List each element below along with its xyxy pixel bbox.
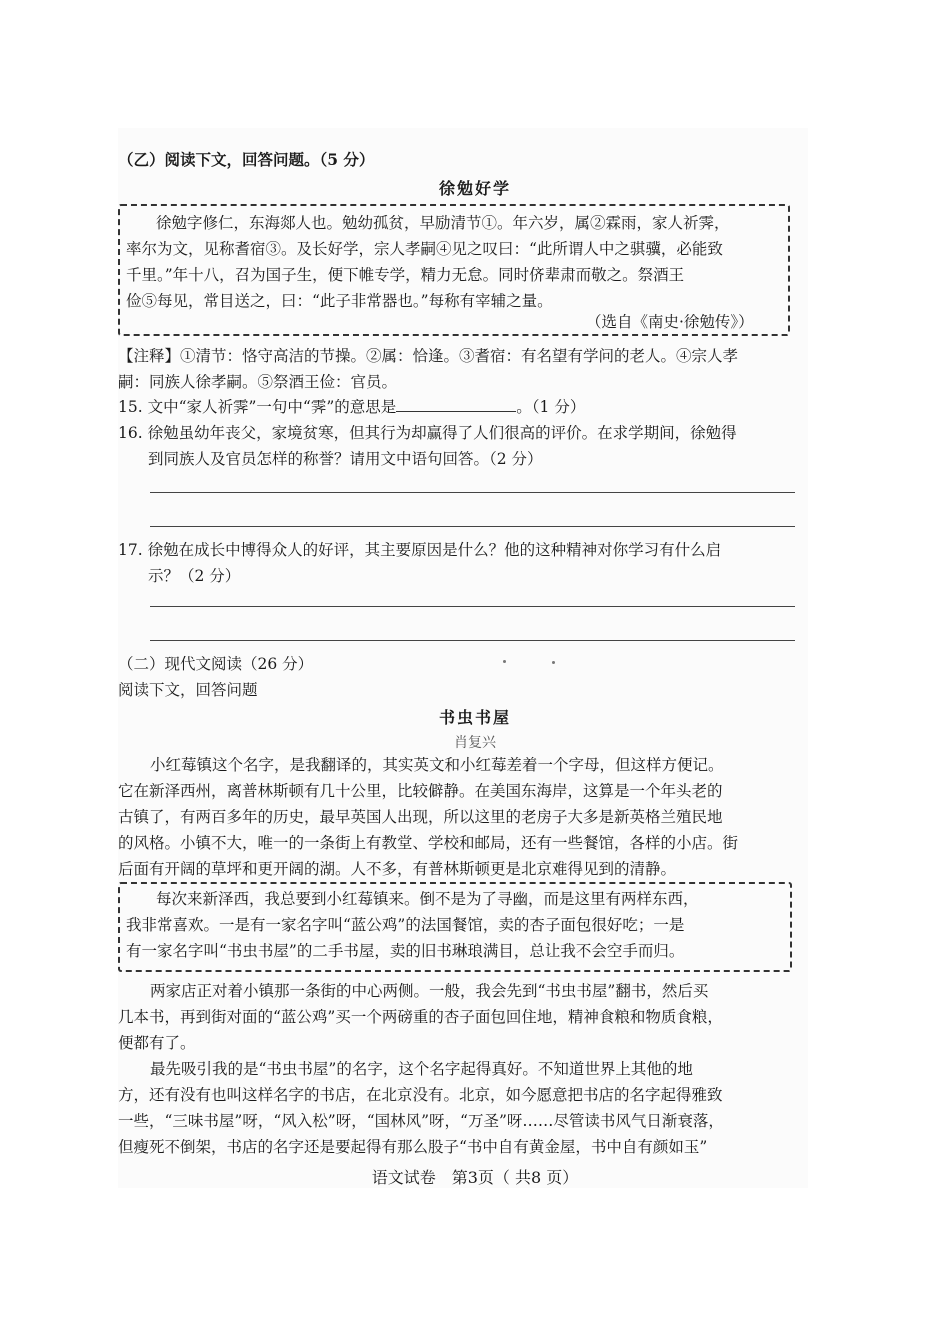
para4-line-1: 最先吸引我的是“书虫书屋”的名字，这个名字起得真好。不知道世界上其他的地: [150, 1060, 693, 1078]
passage-line-1: 徐勉字修仁，东海郯人也。勉幼孤贫，早励清节①。年六岁，属②霖雨，家人祈霁，: [156, 214, 730, 232]
para3-line-2: 几本书，再到街对面的“蓝公鸡”买一个两磅重的杏子面包回住地，精神食粮和物质食粮，: [118, 1008, 723, 1026]
answer-blank-15[interactable]: [396, 397, 516, 412]
para1-line-5: 后面有开阔的草坪和更开阔的湖。人不多，有普林斯顿更是北京难得见到的清静。: [118, 860, 677, 878]
para4-line-3: 一些，“三味书屋”呀，“风入松”呀，“国林风”呀，“万圣”呀……尽管读书风气日渐衰落，: [118, 1112, 724, 1130]
para3-line-3: 便都有了。: [118, 1034, 196, 1052]
question-15-points: 。（1 分）: [516, 398, 586, 416]
question-17-line-2: 示？（2 分）: [148, 567, 241, 585]
section-2-instruction: 阅读下文，回答问题: [118, 681, 258, 699]
passage-title-xu-mian: 徐勉好学: [438, 179, 511, 198]
passage-source: （选自《南史·徐勉传》）: [586, 313, 754, 331]
section-2-heading: （二）现代文阅读（26 分）: [118, 655, 314, 673]
passage-title-bookworm: 书虫书屋: [438, 708, 511, 727]
passage-author: 肖复兴: [454, 735, 496, 751]
answer-line-16a[interactable]: [150, 492, 795, 493]
para2-line-2: 我非常喜欢。一是有一家名字叫“蓝公鸡”的法国餐馆，卖的杏子面包很好吃；一是: [126, 916, 685, 934]
answer-line-17b[interactable]: [150, 640, 795, 641]
question-16-line-2: 到同族人及官员怎样的称誉？请用文中语句回答。（2 分）: [148, 450, 543, 468]
para1-line-3: 古镇了，有两百多年的历史，最早英国人出现，所以这里的老房子大多是新英格兰殖民地: [118, 808, 723, 826]
para2-line-3: 有一家名字叫“书虫书屋”的二手书屋，卖的旧书琳琅满目，总让我不会空手而归。: [126, 942, 685, 960]
speck-mark: [552, 661, 555, 664]
passage-line-3: 千里。”年十八，召为国子生，便下帷专学，精力无怠。同时侪辈肃而敬之。祭酒王: [126, 266, 685, 284]
notes-line-1: 【注释】①清节：恪守高洁的节操。②属：恰逢。③耆宿：有名望有学问的老人。④宗人孝: [118, 347, 739, 365]
para1-line-4: 的风格。小镇不大，唯一的一条街上有教堂、学校和邮局，还有一些餐馆，各样的小店。街: [118, 834, 739, 852]
speck-mark: [503, 660, 506, 663]
answer-line-16b[interactable]: [150, 526, 795, 527]
para4-line-4: 但瘦死不倒架，书店的名字还是要起得有那么股子“书中自有黄金屋，书中自有颜如玉”: [118, 1138, 708, 1156]
passage-line-2: 率尔为文，见称耆宿③。及长好学，宗人孝嗣④见之叹曰：“此所谓人中之骐骥，必能致: [126, 240, 723, 258]
para1-line-2: 它在新泽西州，离普林斯顿有几十公里，比较僻静。在美国东海岸，这算是一个年头老的: [118, 782, 723, 800]
notes-line-2: 嗣：同族人徐孝嗣。⑤祭酒王俭：官员。: [118, 373, 398, 391]
answer-line-17a[interactable]: [150, 606, 795, 607]
para1-line-1: 小红莓镇这个名字，是我翻译的，其实英文和小红莓差着一个字母，但这样方便记。: [150, 756, 724, 774]
question-15: [118, 394, 585, 420]
question-17-line-1: 17. 徐勉在成长中博得众人的好评，其主要原因是什么？他的这种精神对你学习有什么启: [118, 541, 722, 559]
section-b-heading: （乙）阅读下文，回答问题。（5 分）: [118, 150, 375, 169]
para2-line-1: 每次来新泽西，我总要到小红莓镇来。倒不是为了寻幽，而是这里有两样东西，: [156, 890, 699, 908]
question-16-line-1: 16. 徐勉虽幼年丧父，家境贫寒，但其行为却赢得了人们很高的评价。在求学期间，徐勉得: [118, 424, 737, 442]
question-15-text: 15. 文中“家人祈霁”一句中“霁”的意思是: [118, 398, 397, 416]
passage-line-4: 俭⑤每见，常目送之，曰：“此子非常器也。”每称有宰辅之量。: [126, 292, 553, 310]
page-footer: 语文试卷 第3页（ 共8 页）: [371, 1168, 579, 1187]
para3-line-1: 两家店正对着小镇那一条街的中心两侧。一般，我会先到“书虫书屋”翻书，然后买: [150, 982, 709, 1000]
para4-line-2: 方，还有没有也叫这样名字的书店，在北京没有。北京，如今愿意把书店的名字起得雅致: [118, 1086, 723, 1104]
